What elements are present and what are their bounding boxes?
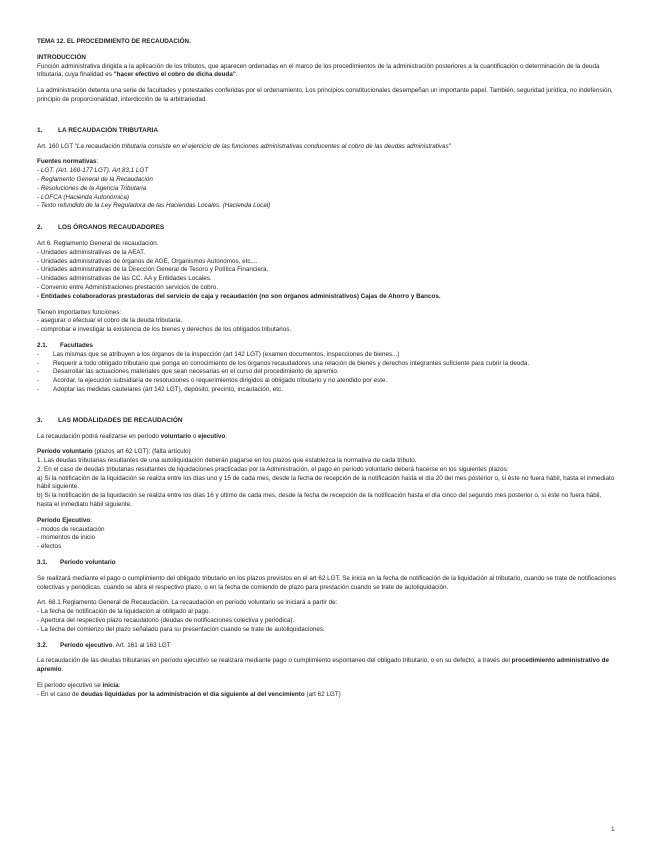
facultades-item: - Adoptar las medidas cautelares (art 142 LGT), depósito, precinto, incautación, etc. xyxy=(37,386,617,395)
document-page xyxy=(37,38,617,700)
organos-line: - Unidades administrativas de las CC. AA y Entidades Locales. xyxy=(37,275,212,283)
funciones-line: - asegurar o efectuar el cobro de la deuda tributaria. xyxy=(37,317,183,325)
fuentes-item: - Texto refundido de la Ley Reguladora de las Haciendas Locales. (Hacienda Local) xyxy=(37,202,271,210)
fuentes-item: - LOFCA (Hacienda Autonómica) xyxy=(37,193,129,201)
funciones-line: Tienen importantes funciones: xyxy=(37,308,122,316)
section-1-heading: 1. LA RECAUDACIÓN TRIBUTARIA xyxy=(37,126,159,134)
periodo-ejecutivo-item: - momentos de inicio xyxy=(37,534,96,542)
intro-paragraph-2: La administración detenta una serie de facultades y potestades conferidas por el ordenamiento. Los principios constitucionales desempeñan un importante papel. También, seguridad jurídica, no indefensión, principio de proporcionalidad, interdicción de la arbitrariedad. xyxy=(37,87,613,103)
periodo-voluntario-label: Período voluntario (plazos art 62 LGT): (falta artículo) xyxy=(37,448,191,456)
voluntario-paragraph: Se realizará mediante el pago o cumplimiento del obligado tributario en los plazos previstos en el art 62 LGT. Se inicia en la fecha de notificación de la liquidación al tributario, cuando se trate de notificaciones colectivas y periódicas, cuando se abra el respectivo plazo, o en la fecha de comiendo de plazo para prestación cuando se trate de autoliquidación. xyxy=(37,574,616,591)
ejecutivo-inicio-item: - En el caso de deudas liquidadas por la administración el día siguiente al del vencimiento (art 62 LGT) xyxy=(37,690,341,698)
periodo-ejecutivo-label: Período Ejecutivo: xyxy=(37,516,92,524)
voluntario-line: - La fecha de notificación de la liquidación al obligado al pago. xyxy=(37,608,211,616)
organos-line-bold: - Entidades colaboradoras prestadoras del servicio de caja y recaudación (no son órganos administrativos) Cajas de Ahorro y Bancos. xyxy=(37,292,441,300)
periodo-voluntario-line: b) Si la notificación de la liquidación se realiza entre los días 16 y último de cada mes, desde la fecha de recepción de la notificación hasta el día cinco del segundo mes posterior o, si éste no fuera hábil, hasta el inmediato hábil siguiente. xyxy=(37,492,602,509)
voluntario-line: Art. 68.1 Reglamento General de Recaudación. La recaudación en período voluntario se iniciará a partir de: xyxy=(37,599,338,607)
fuentes-item: - Resoluciones de la Agencia Tributaria xyxy=(37,184,147,192)
organos-line: - Unidades administrativas de la AEAT. xyxy=(37,248,146,256)
voluntario-line: - Apertura del respectivo plazo recaudatorio (deudas de notificaciones colectiva y periódica). xyxy=(37,617,295,625)
modalidades-intro: La recaudación podrá realizarse en período voluntario o ejecutivo. xyxy=(37,432,228,440)
intro-paragraph-1: Función administrativa dirigida a la aplicación de los tributos, que aparecen ordenadas en el marco de los procedimientos de la administración posteriores a la cuantificación o determinación de la deuda tributaria, cuya finalidad es "hacer efectivo el cobro de dicha deuda". xyxy=(37,62,600,79)
organos-line: - Convenio entre Administraciones prestación servicios de cobro. xyxy=(37,283,218,291)
facultades-item: - Las mismas que se atribuyen a los órganos de la inspección (art 142 LGT) (examen documentos, inspecciones de bienes...) xyxy=(37,351,617,360)
organos-line: - Unidades administrativas de la Dirección General de Tesoro y Política Financiera. xyxy=(37,266,269,274)
organos-line: Art 6. Reglamento General de recaudación. xyxy=(37,239,159,247)
facultades-item: - Acordar, la ejecución subsidiaria de resoluciones o requerimientos dirigidos al obligado tributario y no atendido por este. xyxy=(37,377,617,386)
section-1-article: Art. 160 LGT "La recaudación tributaria consiste en el ejercicio de las funciones administrativas conducentes al cobro de las deudas administrativas" xyxy=(37,142,451,150)
document-title: TEMA 12. EL PROCEDIMIENTO DE RECAUDACIÓN. xyxy=(37,38,191,45)
funciones-line: - comprobar e investigar la existencia de los bienes y derechos de los obligados tributarios. xyxy=(37,326,292,334)
section-3-heading: 3. LAS MODALIDADES DE RECAUDACIÓN xyxy=(37,416,183,424)
periodo-ejecutivo-item: - efectos xyxy=(37,543,62,551)
facultades-item: - Requerir a todo obligado tributario que ponga en conocimiento de los órganos recaudadores una relación de bienes y derechos integrantes suficiente para cubrir la deuda. xyxy=(37,360,617,369)
periodo-voluntario-line: 1. Las deudas tributarias resultantes de una autoliquidación deberán pagarse en los plazos que establezca la normativa de cada tributo. xyxy=(37,457,417,465)
facultades-item: - Desarrollar las actuaciones materiales que sean necesarias en el curso del procedimiento de apremio. xyxy=(37,368,617,377)
section-3-2-heading: 3.2. Período ejecutivo. Art. 161 al 163 LGT xyxy=(37,641,171,649)
page-number: 1 xyxy=(611,826,615,833)
ejecutivo-paragraph: La recaudación de las deudas tributarias en período ejecutivo se realizará mediante pago o cumplimiento espontaneo del obligado tributario, o en su defecto, a través del procedimiento administrativo de apremio. xyxy=(37,657,609,674)
ejecutivo-inicio: El período ejecutivo se inicia: xyxy=(37,682,121,690)
section-3-1-heading: 3.1. Período voluntario xyxy=(37,559,116,567)
periodo-voluntario-line: a) Si la notificación de la liquidación se realiza entre los días uno y 15 de cada mes, desde la fecha de recepción de la notificación hasta el día 20 del mes posterior o, si éste no fuera hábil, hasta el inmediato hábil siguiente. xyxy=(37,474,615,491)
fuentes-item: - LGT. (Art. 160-177 LGT). Art 83.1 LGT xyxy=(37,167,149,175)
section-2-heading: 2. LOS ÓRGANOS RECAUDADORES xyxy=(37,224,165,232)
periodo-voluntario-line: 2. En el caso de deudas tributarias resultantes de liquidaciones practicadas por la Administración, el pago en período voluntario deberá hacerse en los siguientes plazos: xyxy=(37,465,509,473)
fuentes-item: - Reglamento General de la Recaudación xyxy=(37,175,153,183)
voluntario-line: - La fecha del comienzo del plazo señalado para su presentación cuando se trate de autoliquidaciones. xyxy=(37,625,325,633)
organos-line: - Unidades administrativas de órganos de AGE, Organismos Autónomos, etc.... xyxy=(37,257,258,265)
periodo-ejecutivo-item: - modos de recaudación xyxy=(37,525,105,533)
section-2-1-heading: 2.1. Facultades xyxy=(37,341,93,349)
intro-heading: INTRODUCCIÓN xyxy=(37,53,86,61)
fuentes-label: Fuentes normativas: xyxy=(37,158,99,166)
